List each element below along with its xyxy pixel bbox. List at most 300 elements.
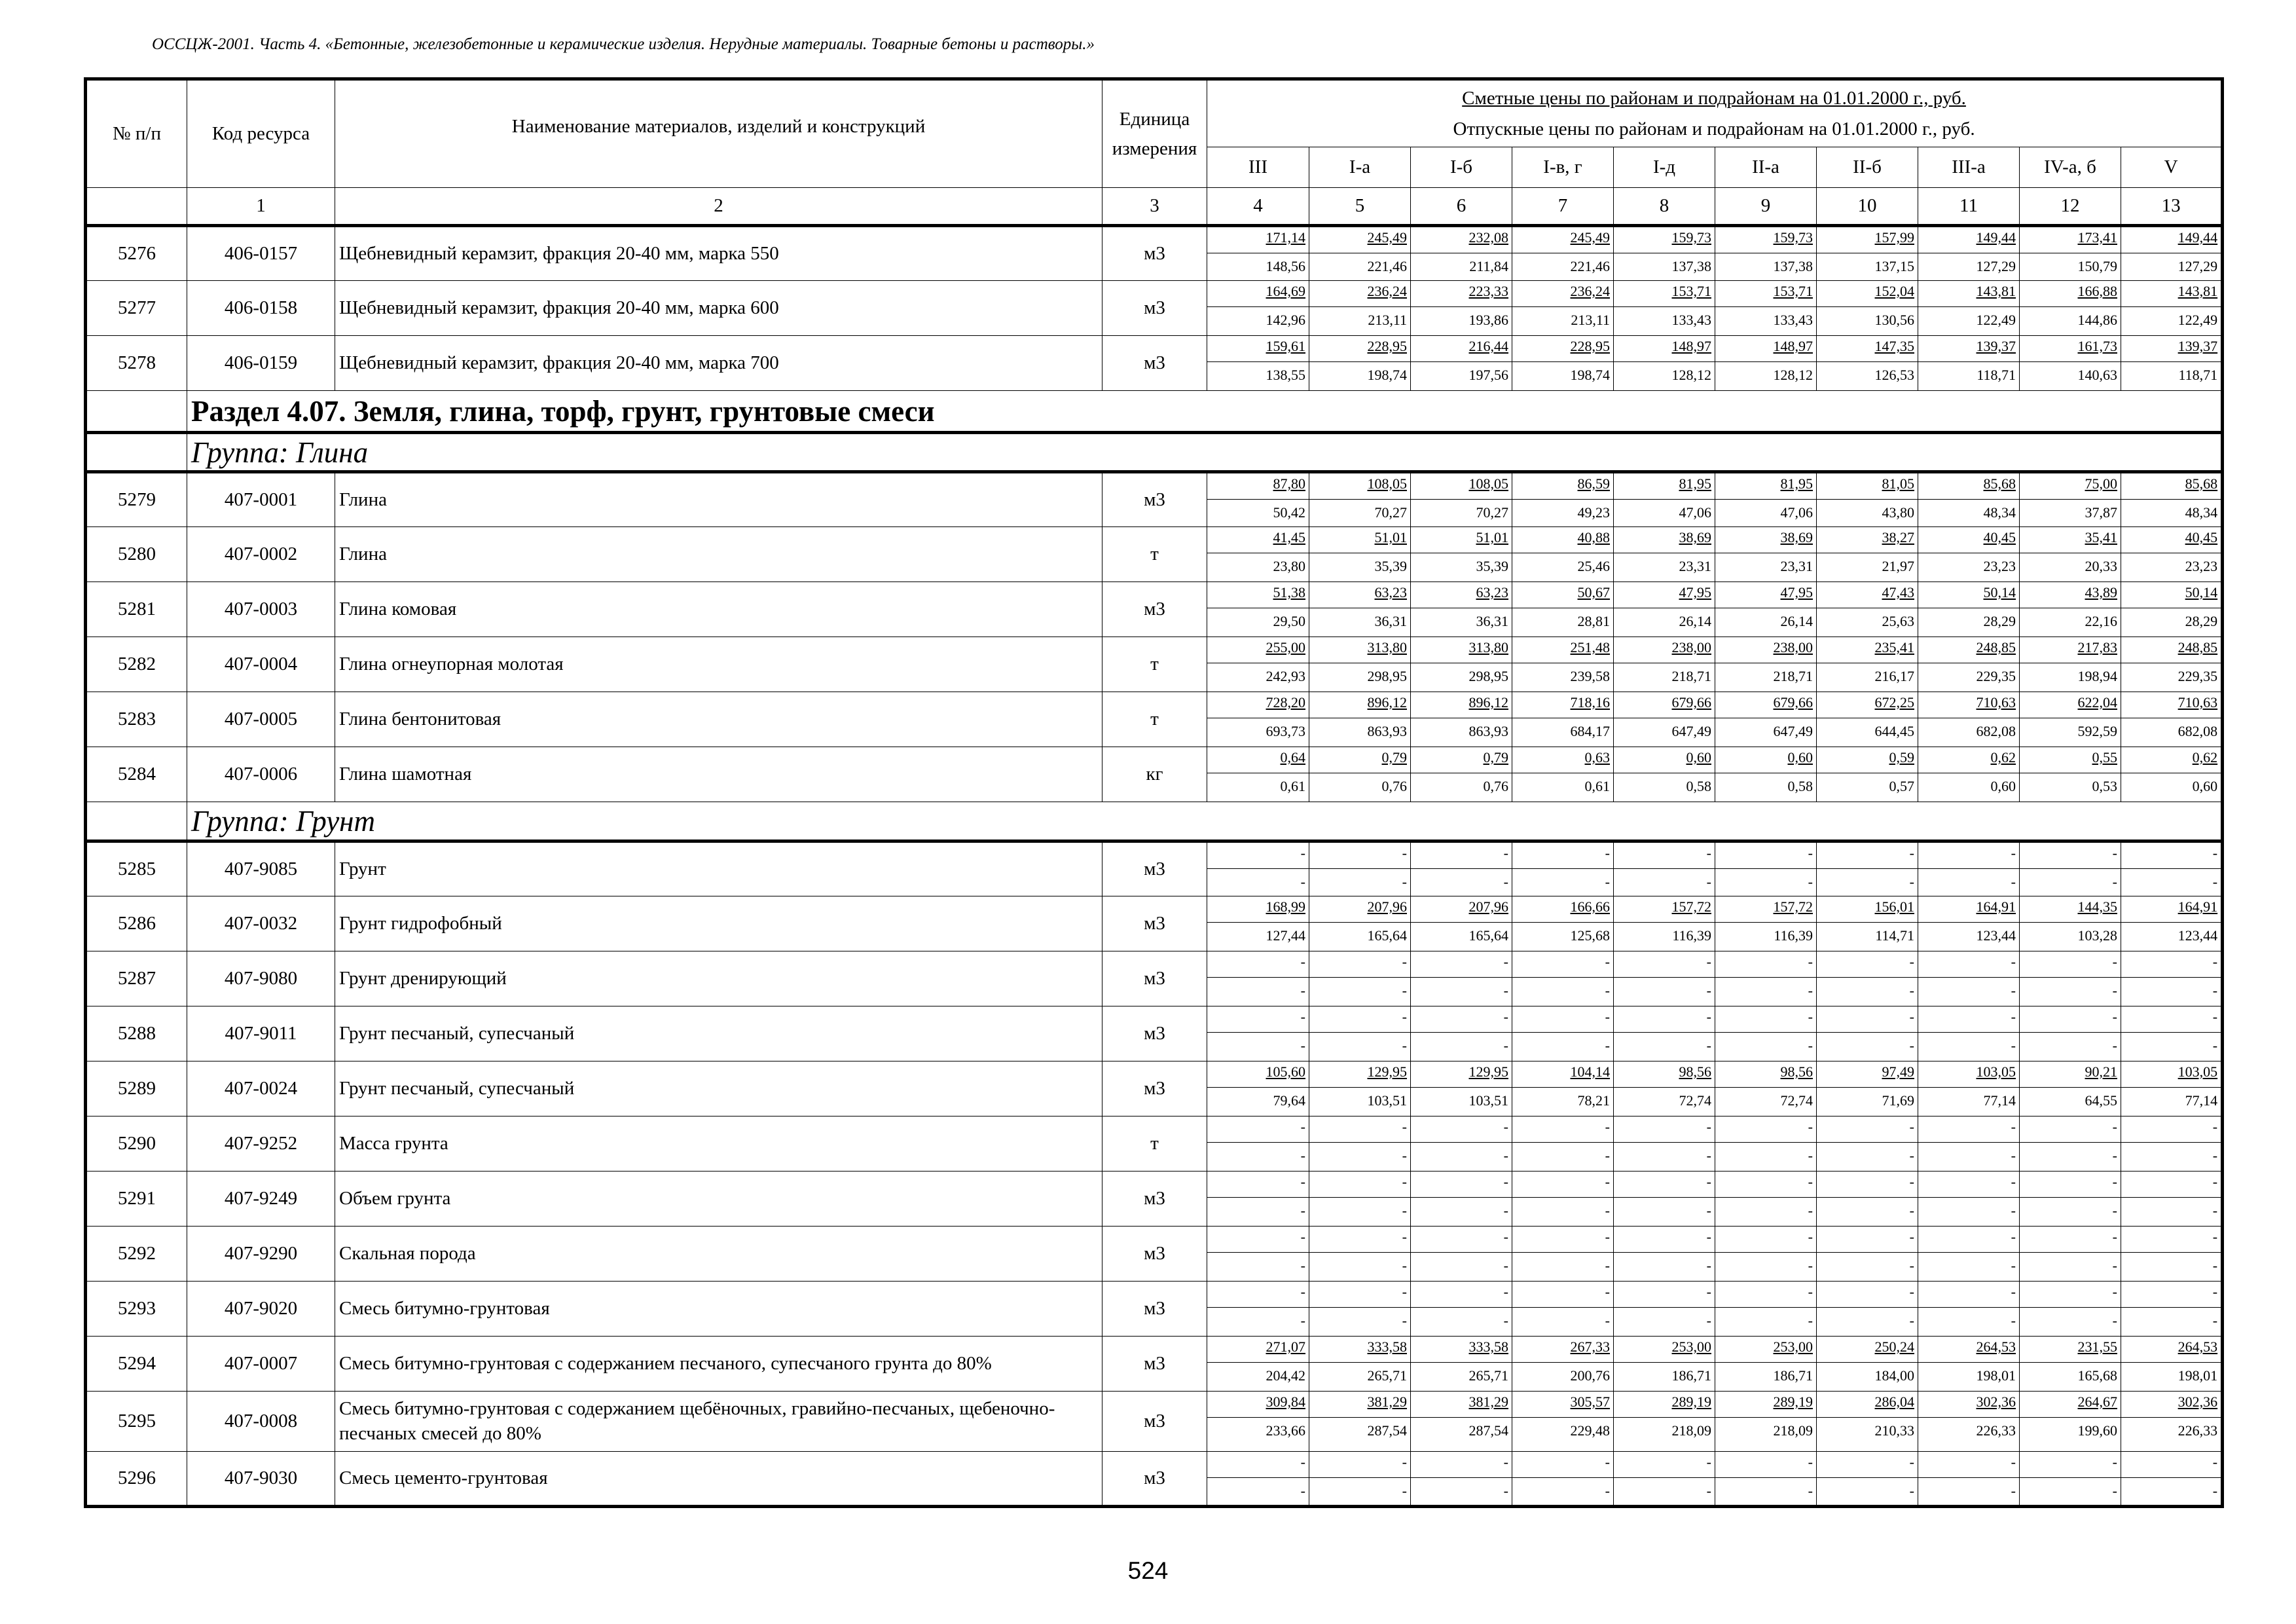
price-cell (1207, 1172, 1309, 1227)
estimate-price: 50,14 (1918, 582, 2019, 608)
estimate-price: 0,79 (1411, 747, 1512, 773)
release-price: 28,81 (1577, 613, 1610, 629)
estimate-price: 81,95 (1614, 473, 1715, 500)
release-price: 22,16 (2085, 613, 2117, 629)
material-name: Грунт гидрофобный (335, 896, 1102, 951)
estimate-price: 164,91 (2121, 896, 2221, 923)
release-price: 863,93 (1468, 723, 1508, 739)
estimate-price: - (1614, 1116, 1715, 1143)
estimate-price: 236,24 (1309, 281, 1410, 307)
estimate-price: - (1715, 951, 1816, 978)
estimate-price: - (1207, 1116, 1309, 1143)
release-price: - (1706, 1257, 1711, 1274)
price-cell (2121, 1282, 2223, 1337)
estimate-price: - (1918, 1282, 2019, 1308)
resource-code: 407-9011 (187, 1006, 335, 1061)
release-price: - (1503, 982, 1508, 999)
estimate-price: 253,00 (1614, 1337, 1715, 1363)
release-price: 0,57 (1889, 778, 1914, 794)
release-price: 193,86 (1468, 312, 1508, 328)
estimate-price: 313,80 (1411, 637, 1512, 663)
material-name: Щебневидный керамзит, фракция 20-40 мм, марка 600 (335, 281, 1102, 336)
release-price: - (1706, 1202, 1711, 1219)
release-price: - (1503, 1257, 1508, 1274)
estimate-price: 302,36 (1918, 1392, 2019, 1418)
region-header: I-в, г (1512, 147, 1614, 188)
estimate-price: - (1207, 1172, 1309, 1198)
price-cell (1207, 1392, 1309, 1452)
release-price: 0,76 (1483, 778, 1508, 794)
estimate-price: 166,66 (1512, 896, 1613, 923)
estimate-price: - (1918, 951, 2019, 978)
price-cell (1614, 1116, 1715, 1172)
estimate-price: 248,85 (1918, 637, 2019, 663)
price-cell (1817, 951, 1918, 1006)
estimate-price: - (2020, 1116, 2121, 1143)
estimate-price: - (1715, 1452, 1816, 1478)
price-cell (1817, 527, 1918, 582)
price-cell (1512, 1006, 1614, 1061)
release-price: 242,93 (1266, 668, 1305, 684)
price-cell (2121, 281, 2223, 336)
release-price: - (1503, 1483, 1508, 1499)
estimate-price: 50,67 (1512, 582, 1613, 608)
estimate-price: 228,95 (1309, 336, 1410, 362)
price-cell (1207, 472, 1309, 527)
release-price: 133,43 (1773, 312, 1813, 328)
unit: м3 (1102, 281, 1207, 336)
release-price: - (2212, 1037, 2218, 1054)
release-price: 50,42 (1273, 504, 1305, 521)
estimate-price: - (1918, 1172, 2019, 1198)
price-cell (1411, 1282, 1512, 1337)
price-cell (1715, 582, 1817, 637)
section-title: Раздел 4.07. Земля, глина, торф, грунт, грунтовые смеси (187, 391, 2223, 433)
unit: т (1102, 1116, 1207, 1172)
region-header: II-б (1817, 147, 1918, 188)
header-row (86, 79, 2223, 147)
price-cell (1207, 582, 1309, 637)
price-cell (1512, 1392, 1614, 1452)
release-price: 36,31 (1476, 613, 1508, 629)
release-price: 71,69 (1882, 1092, 1914, 1109)
estimate-price: 267,33 (1512, 1337, 1613, 1363)
price-cell (2020, 1006, 2121, 1061)
price-cell (1715, 1172, 1817, 1227)
release-price: - (2212, 874, 2218, 890)
price-cell (1918, 582, 2020, 637)
material-name: Грунт песчаный, супесчаный (335, 1061, 1102, 1116)
resource-code: 407-9252 (187, 1116, 335, 1172)
estimate-price: 108,05 (1309, 473, 1410, 500)
estimate-price: - (1614, 1227, 1715, 1253)
table-body (86, 79, 2223, 1507)
release-price: 298,95 (1468, 668, 1508, 684)
price-cell (1817, 637, 1918, 692)
estimate-price: 333,58 (1309, 1337, 1410, 1363)
price-cell (2020, 527, 2121, 582)
estimate-price: - (1411, 1006, 1512, 1033)
estimate-price: 0,59 (1817, 747, 1918, 773)
price-cell (1411, 951, 1512, 1006)
release-price: 128,12 (1671, 367, 1711, 383)
release-price: - (2112, 1037, 2117, 1054)
release-price: - (1605, 1483, 1610, 1499)
estimate-price: 47,43 (1817, 582, 1918, 608)
price-cell (2020, 1116, 2121, 1172)
release-price: - (1706, 1147, 1711, 1164)
estimate-price: 173,41 (2020, 227, 2121, 253)
price-cell (2020, 747, 2121, 802)
estimate-price: 236,24 (1512, 281, 1613, 307)
row-num: 5290 (86, 1116, 187, 1172)
price-cell (1309, 747, 1411, 802)
price-cell (2121, 951, 2223, 1006)
price-cell (1207, 1282, 1309, 1337)
estimate-price: 0,60 (1614, 747, 1715, 773)
resource-code: 407-0024 (187, 1061, 335, 1116)
release-price: 647,49 (1671, 723, 1711, 739)
price-cell (2121, 896, 2223, 951)
price-cell (1817, 281, 1918, 336)
estimate-price: - (1309, 951, 1410, 978)
price-cell (2020, 226, 2121, 281)
release-price: 592,59 (2077, 723, 2117, 739)
unit: м3 (1102, 336, 1207, 391)
price-cell (2121, 226, 2223, 281)
release-price: 70,27 (1476, 504, 1508, 521)
release-price: 128,12 (1773, 367, 1813, 383)
release-price: - (1909, 1257, 1914, 1274)
estimate-price: 104,14 (1512, 1061, 1613, 1088)
estimate-price: 157,72 (1614, 896, 1715, 923)
price-cell (1817, 1337, 1918, 1392)
col-header-prices (1207, 79, 2223, 147)
price-cell (1715, 472, 1817, 527)
release-price: - (2011, 1483, 2016, 1499)
estimate-price: 85,68 (1918, 473, 2019, 500)
estimate-price: - (1207, 1452, 1309, 1478)
estimate-price: 143,81 (2121, 281, 2221, 307)
resource-code: 407-9080 (187, 951, 335, 1006)
table-row (86, 951, 2223, 1006)
estimate-price: 149,44 (2121, 227, 2221, 253)
unit: м3 (1102, 1282, 1207, 1337)
release-price: - (2011, 1202, 2016, 1219)
release-price: 133,43 (1671, 312, 1711, 328)
row-num: 5293 (86, 1282, 187, 1337)
estimate-price: 161,73 (2020, 336, 2121, 362)
price-cell (1614, 1227, 1715, 1282)
table-row (86, 336, 2223, 391)
estimate-price: - (2121, 1227, 2221, 1253)
release-price: - (1300, 1037, 1305, 1054)
table-row (86, 1452, 2223, 1507)
estimate-price: - (1817, 1227, 1918, 1253)
release-price: 122,49 (1976, 312, 2016, 328)
release-price: 64,55 (2085, 1092, 2117, 1109)
release-price: 644,45 (1874, 723, 1914, 739)
estimate-price: 43,89 (2020, 582, 2121, 608)
price-cell (1207, 1116, 1309, 1172)
release-price: - (2112, 1202, 2117, 1219)
estimate-price: - (1918, 1227, 2019, 1253)
price-cell (2121, 637, 2223, 692)
table-row (86, 1227, 2223, 1282)
release-price: - (1706, 1312, 1711, 1329)
release-price: 140,63 (2077, 367, 2117, 383)
release-price: 49,23 (1577, 504, 1610, 521)
table-row (86, 896, 2223, 951)
material-name: Глина шамотная (335, 747, 1102, 802)
price-cell (1512, 527, 1614, 582)
resource-code: 407-0007 (187, 1337, 335, 1392)
table-row (86, 472, 2223, 527)
release-price: - (2011, 982, 2016, 999)
release-price: 137,38 (1671, 258, 1711, 274)
release-price: 36,31 (1374, 613, 1407, 629)
price-table (84, 77, 2224, 1508)
unit: м3 (1102, 1452, 1207, 1507)
estimate-price: 139,37 (1918, 336, 2019, 362)
release-price: - (1605, 874, 1610, 890)
row-num: 5289 (86, 1061, 187, 1116)
estimate-price: - (1918, 1006, 2019, 1033)
price-cell (1614, 896, 1715, 951)
estimate-price: - (1715, 843, 1816, 869)
release-price: - (1300, 1483, 1305, 1499)
release-price: 148,56 (1266, 258, 1305, 274)
estimate-price: 207,96 (1309, 896, 1410, 923)
unit: м3 (1102, 1337, 1207, 1392)
estimate-price: 63,23 (1309, 582, 1410, 608)
price-cell (1614, 527, 1715, 582)
estimate-price: - (2020, 1006, 2121, 1033)
estimate-price: 333,58 (1411, 1337, 1512, 1363)
estimate-price: - (1411, 843, 1512, 869)
release-price: 204,42 (1266, 1367, 1305, 1384)
price-cell (1614, 1392, 1715, 1452)
estimate-price: - (1614, 951, 1715, 978)
release-price: 150,79 (2077, 258, 2117, 274)
release-price: - (1503, 1147, 1508, 1164)
estimate-price: 231,55 (2020, 1337, 2121, 1363)
estimate-price: 148,97 (1715, 336, 1816, 362)
price-cell (1614, 1282, 1715, 1337)
estimate-price: - (1512, 843, 1613, 869)
estimate-price: - (1918, 1116, 2019, 1143)
price-cell (1207, 1452, 1309, 1507)
estimate-price: - (1207, 843, 1309, 869)
estimate-price: - (2121, 1452, 2221, 1478)
price-cell (1918, 747, 2020, 802)
estimate-price: - (1309, 1116, 1410, 1143)
price-cell (1817, 582, 1918, 637)
price-cell (1411, 1006, 1512, 1061)
unit: м3 (1102, 472, 1207, 527)
row-num: 5286 (86, 896, 187, 951)
price-cell (2020, 472, 2121, 527)
empty-cell (86, 391, 187, 433)
release-price: - (2112, 982, 2117, 999)
row-num: 5287 (86, 951, 187, 1006)
release-price: - (1402, 1257, 1407, 1274)
release-price: - (2112, 1483, 2117, 1499)
estimate-price: 232,08 (1411, 227, 1512, 253)
price-cell (1411, 637, 1512, 692)
price-cell (1715, 1392, 1817, 1452)
estimate-price: 672,25 (1817, 692, 1918, 718)
release-price: - (1300, 1147, 1305, 1164)
release-price: - (1706, 874, 1711, 890)
release-price: - (1605, 1037, 1610, 1054)
release-price: - (1402, 1312, 1407, 1329)
release-price: 70,27 (1374, 504, 1407, 521)
estimate-price: 0,64 (1207, 747, 1309, 773)
price-cell (1614, 226, 1715, 281)
estimate-price: - (1512, 1282, 1613, 1308)
release-price: 186,71 (1773, 1367, 1813, 1384)
estimate-price: - (1207, 951, 1309, 978)
release-price: - (2112, 1257, 2117, 1274)
release-price: 199,60 (2077, 1422, 2117, 1439)
release-price: 198,01 (1976, 1367, 2016, 1384)
estimate-price: 166,88 (2020, 281, 2121, 307)
price-cell (1411, 336, 1512, 391)
price-cell (2121, 1337, 2223, 1392)
release-price: 197,56 (1468, 367, 1508, 383)
release-price: 144,86 (2077, 312, 2117, 328)
estimate-price: - (1715, 1282, 1816, 1308)
release-price: 682,08 (1976, 723, 2016, 739)
release-price: - (1503, 1202, 1508, 1219)
estimate-price: 0,63 (1512, 747, 1613, 773)
estimate-price: 289,19 (1715, 1392, 1816, 1418)
price-cell (2121, 747, 2223, 802)
release-price: 0,53 (2092, 778, 2117, 794)
release-price: 218,71 (1773, 668, 1813, 684)
price-cell (1918, 1392, 2020, 1452)
estimate-price: 728,20 (1207, 692, 1309, 718)
release-price: - (1706, 1037, 1711, 1054)
column-number: 4 (1207, 188, 1309, 226)
resource-code: 407-9085 (187, 841, 335, 896)
release-price: 216,17 (1874, 668, 1914, 684)
price-cell (1512, 281, 1614, 336)
release-price: 298,95 (1367, 668, 1407, 684)
table-row (86, 1282, 2223, 1337)
estimate-price: - (1512, 1227, 1613, 1253)
price-cell (1817, 336, 1918, 391)
table-row (86, 281, 2223, 336)
release-price: - (1909, 1312, 1914, 1329)
page-title: ОССЦЖ-2001. Часть 4. «Бетонные, железобетонные и керамические изделия. Нерудные материалы. Товарные бетоны и растворы.» (152, 35, 1095, 53)
price-cell (1918, 1337, 2020, 1392)
estimate-price: 238,00 (1614, 637, 1715, 663)
material-name: Смесь битумно-грунтовая с содержанием песчаного, супесчаного грунта до 80% (335, 1337, 1102, 1392)
estimate-price: 51,38 (1207, 582, 1309, 608)
price-cell (1918, 1006, 2020, 1061)
release-price: 23,31 (1679, 558, 1711, 574)
table-row (86, 637, 2223, 692)
material-name: Грунт песчаный, супесчаный (335, 1006, 1102, 1061)
release-price: - (1300, 1257, 1305, 1274)
price-cell (1614, 747, 1715, 802)
price-cell (1309, 1006, 1411, 1061)
release-price: - (1402, 1037, 1407, 1054)
price-cell (2121, 336, 2223, 391)
column-number: 8 (1614, 188, 1715, 226)
col-header-unit: Единица измерения (1102, 79, 1207, 188)
estimate-price: - (1207, 1006, 1309, 1033)
resource-code: 407-0001 (187, 472, 335, 527)
price-cell (1512, 582, 1614, 637)
release-price: 20,33 (2085, 558, 2117, 574)
price-cell (1207, 747, 1309, 802)
price-cell (2020, 951, 2121, 1006)
release-price: - (1300, 982, 1305, 999)
row-num: 5291 (86, 1172, 187, 1227)
table-row (86, 527, 2223, 582)
price-cell (2020, 692, 2121, 747)
price-cell (1309, 527, 1411, 582)
estimate-price: 90,21 (2020, 1061, 2121, 1088)
resource-code: 406-0158 (187, 281, 335, 336)
price-cell (1715, 1006, 1817, 1061)
release-price: 0,60 (2192, 778, 2218, 794)
release-price: 37,87 (2085, 504, 2117, 521)
price-cell (1411, 896, 1512, 951)
estimate-price: 710,63 (2121, 692, 2221, 718)
release-price: - (1300, 874, 1305, 890)
release-price: - (2212, 1202, 2218, 1219)
estimate-price: - (1614, 1452, 1715, 1478)
price-cell (1715, 896, 1817, 951)
price-cell (1411, 841, 1512, 896)
estimate-price: 51,01 (1411, 527, 1512, 553)
estimate-price: 264,67 (2020, 1392, 2121, 1418)
estimate-price: - (1817, 951, 1918, 978)
release-price: 210,33 (1874, 1422, 1914, 1439)
price-cell (1207, 1006, 1309, 1061)
estimate-price: - (1715, 1006, 1816, 1033)
column-number: 7 (1512, 188, 1614, 226)
release-price: 229,35 (2178, 668, 2218, 684)
release-price: - (1808, 982, 1813, 999)
release-price: - (1402, 1147, 1407, 1164)
release-price: 123,44 (1976, 927, 2016, 944)
estimate-price: 223,33 (1411, 281, 1512, 307)
price-cell (1512, 1452, 1614, 1507)
release-price: 72,74 (1679, 1092, 1711, 1109)
resource-code: 407-0006 (187, 747, 335, 802)
release-price: - (1503, 1312, 1508, 1329)
section-row (86, 391, 2223, 433)
price-cell (1207, 1227, 1309, 1282)
price-cell (1309, 582, 1411, 637)
price-cell (1411, 1172, 1512, 1227)
estimate-price: 47,95 (1715, 582, 1816, 608)
release-price: 103,51 (1468, 1092, 1508, 1109)
price-cell (2020, 1227, 2121, 1282)
estimate-price: 0,79 (1309, 747, 1410, 773)
column-number: 1 (187, 188, 335, 226)
price-cell (1614, 1172, 1715, 1227)
release-price: 122,49 (2178, 312, 2218, 328)
table-row (86, 1116, 2223, 1172)
release-price: 23,23 (2185, 558, 2218, 574)
estimate-price: - (1512, 951, 1613, 978)
